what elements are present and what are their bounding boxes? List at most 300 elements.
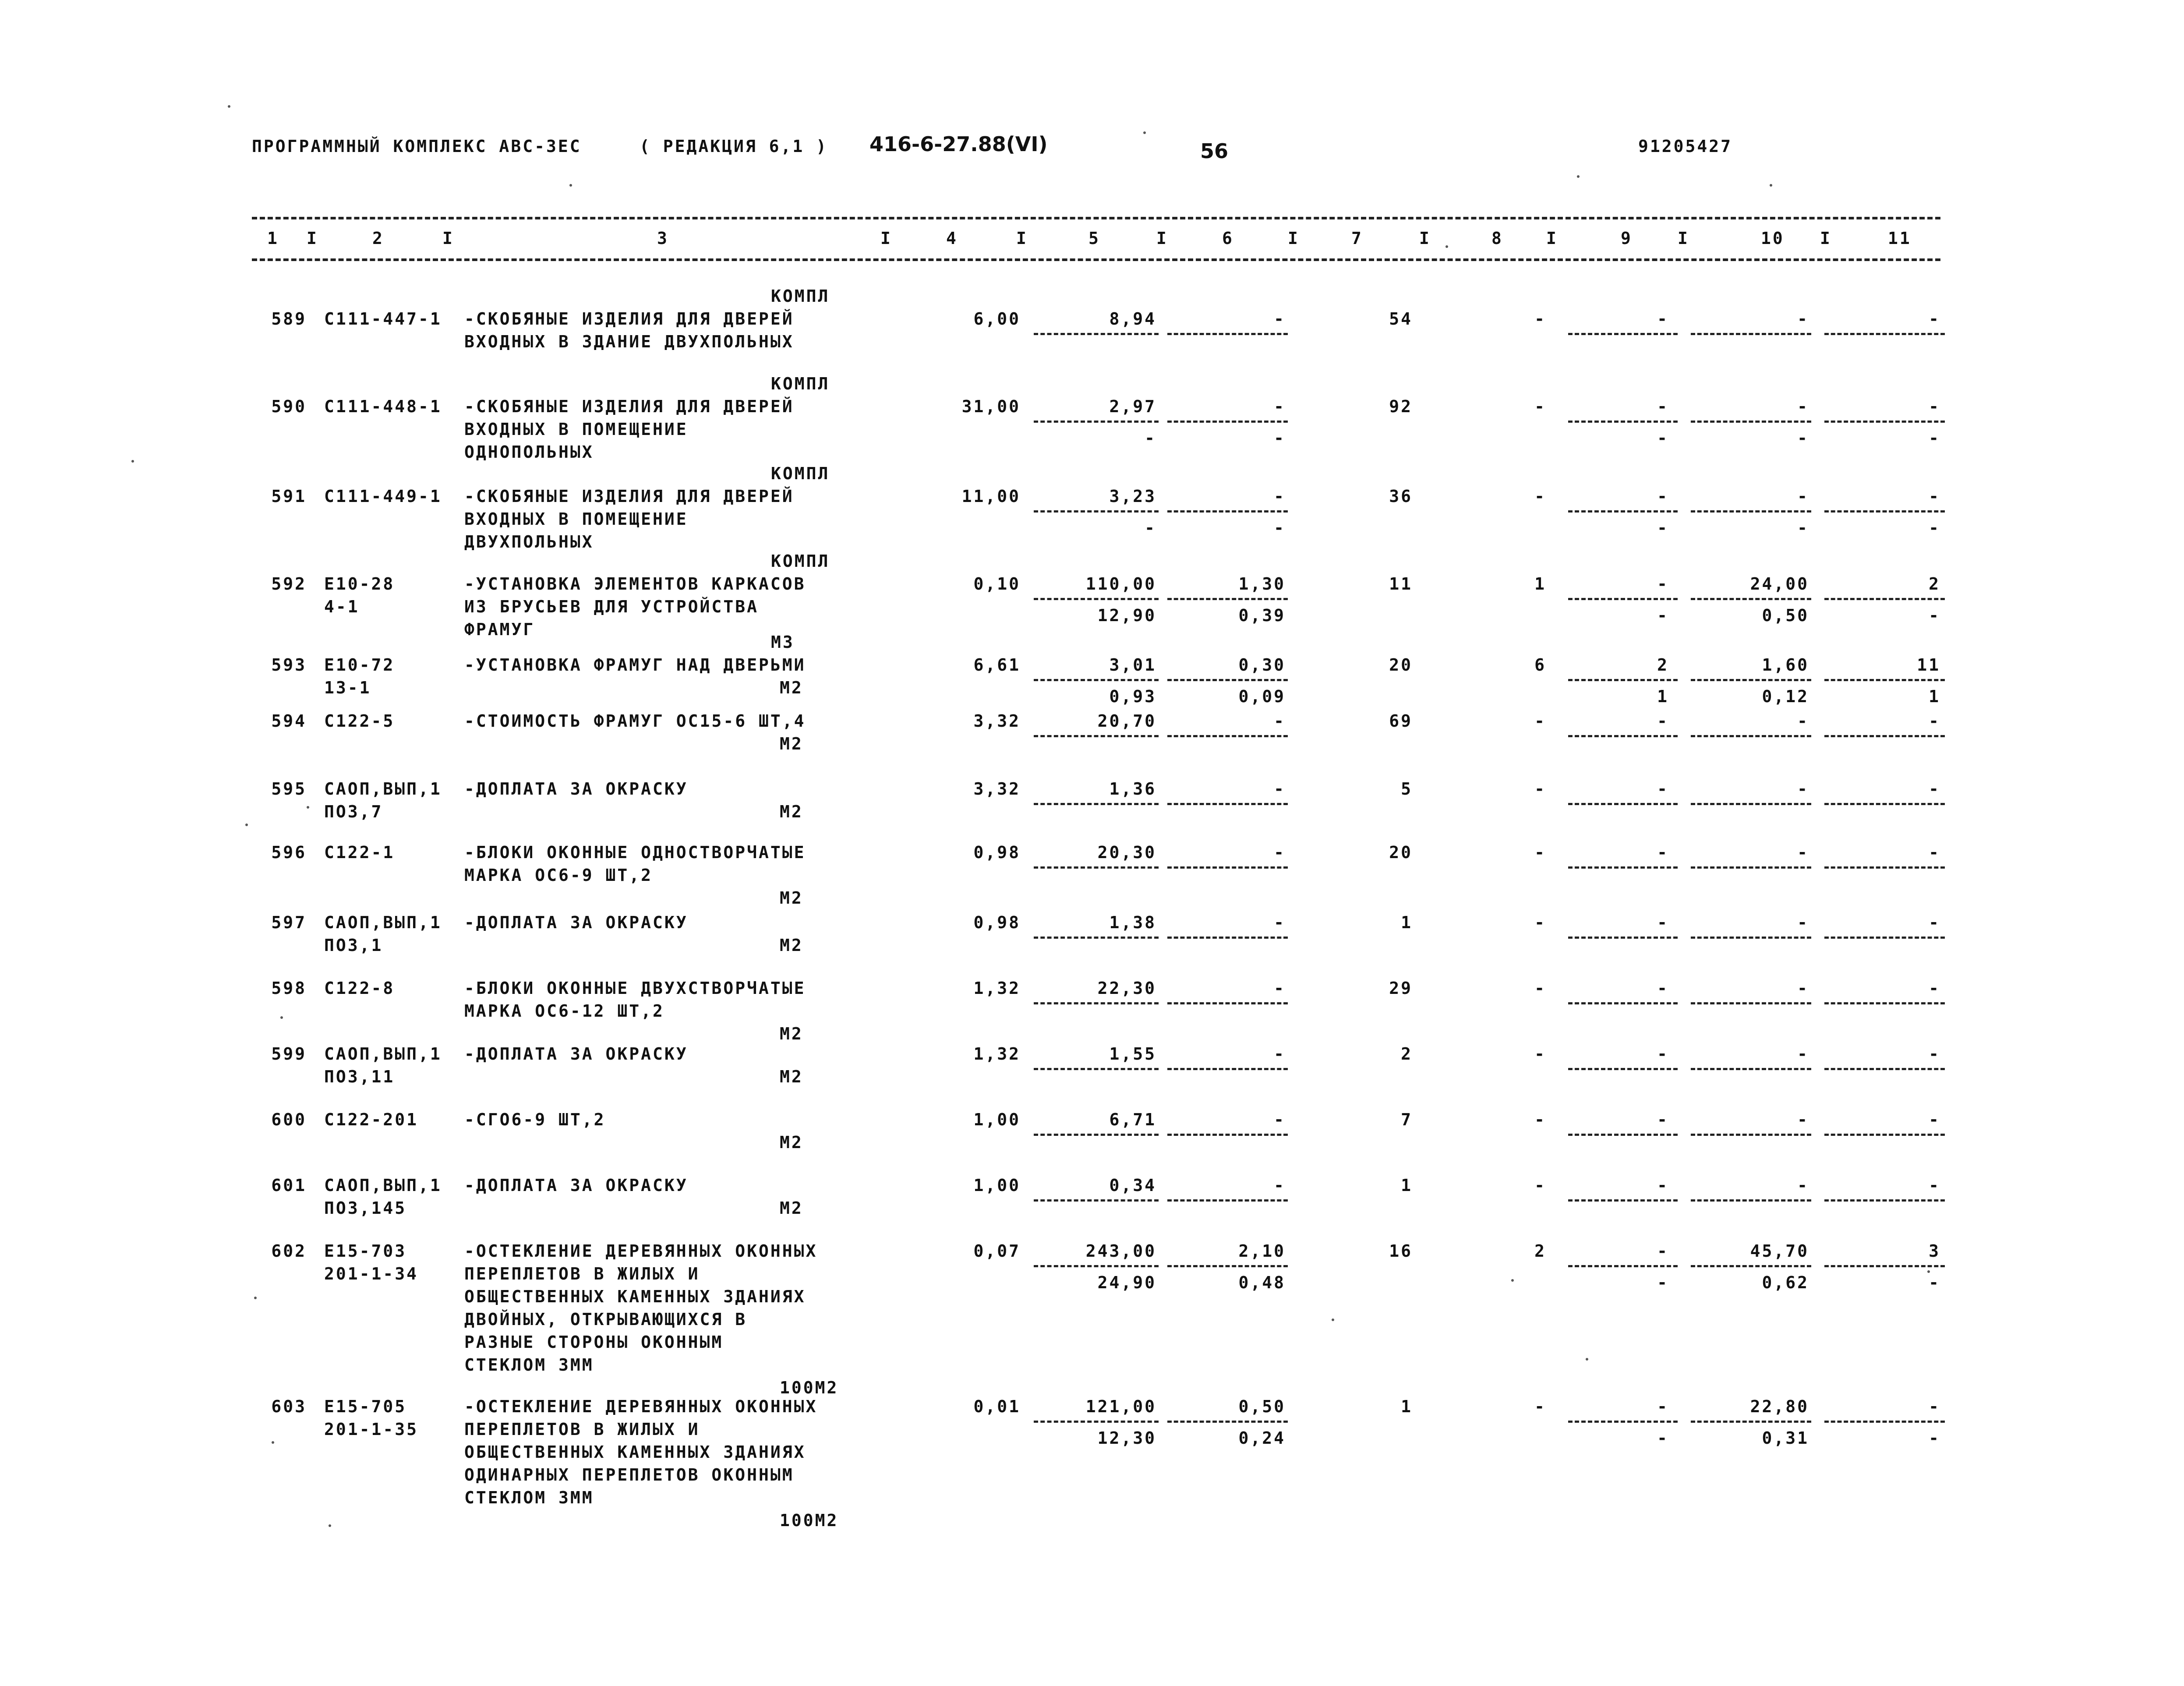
resource-code: С122-5 xyxy=(324,711,395,731)
col10-value: - xyxy=(1797,1044,1809,1064)
row-number: 597 xyxy=(271,913,307,932)
col6-value: - xyxy=(1274,1110,1286,1129)
subtotal-divider xyxy=(1824,1068,1945,1070)
col6-value: - xyxy=(1274,843,1286,862)
subtotal-divider xyxy=(1034,937,1159,939)
work-description: -ОСТЕКЛЕНИЕ ДЕРЕВЯННЫХ ОКОННЫХ xyxy=(464,1397,818,1416)
col10-value: 45,70 xyxy=(1750,1241,1809,1261)
work-description: -ДОПЛАТА ЗА ОКРАСКУ xyxy=(464,1176,688,1195)
subtotal-divider xyxy=(1824,803,1945,805)
row-number: 603 xyxy=(271,1397,307,1416)
handwritten-reference: 416-6-27.88(VI) xyxy=(869,132,1048,156)
resource-code: 4-1 xyxy=(324,597,360,616)
subtotal-divider xyxy=(1691,937,1811,939)
subtotal-divider xyxy=(1824,1134,1945,1136)
header-rule-bottom xyxy=(252,258,1940,261)
resource-code: САОП,ВЫП,1 xyxy=(324,1176,442,1195)
scan-speck xyxy=(1332,1318,1334,1321)
subtotal-divider xyxy=(1824,937,1945,939)
column-separator: I xyxy=(1156,229,1168,248)
col11-value: 2 xyxy=(1929,574,1940,594)
col6-value: - xyxy=(1274,979,1286,998)
col9-value: - xyxy=(1657,779,1669,799)
col11-value: - xyxy=(1929,1110,1940,1129)
resource-code: 201-1-35 xyxy=(324,1420,419,1439)
header-rule-top xyxy=(252,217,1940,219)
col6-value: - xyxy=(1274,913,1286,932)
unit-label: КОМПЛ xyxy=(771,374,830,393)
col9-value: - xyxy=(1657,1176,1669,1195)
work-description: ДВУХПОЛЬНЫХ xyxy=(464,532,594,551)
work-description: -БЛОКИ ОКОННЫЕ ОДНОСТВОРЧАТЫЕ xyxy=(464,843,806,862)
col6-value: 1,30 xyxy=(1238,574,1286,594)
col9-value: 2 xyxy=(1657,655,1669,675)
scan-speck xyxy=(1586,1358,1588,1361)
scan-speck xyxy=(131,460,134,463)
col9-value: - xyxy=(1657,1044,1669,1064)
subtotal-divider xyxy=(1568,510,1678,513)
col7-value: 1 xyxy=(1401,1397,1413,1416)
col8-value: - xyxy=(1534,1110,1546,1129)
col9-secondary-value: - xyxy=(1657,1428,1669,1448)
resource-code: САОП,ВЫП,1 xyxy=(324,913,442,932)
col10-value: - xyxy=(1797,397,1809,416)
resource-code: САОП,ВЫП,1 xyxy=(324,779,442,799)
subtotal-divider xyxy=(1167,803,1288,805)
scan-speck xyxy=(272,1441,274,1444)
resource-code: ПОЗ,145 xyxy=(324,1198,407,1218)
subtotal-divider xyxy=(1824,1265,1945,1267)
col9-secondary-value: - xyxy=(1657,428,1669,448)
work-description: ДВОЙНЫХ, ОТКРЫВАЮЩИХСЯ В xyxy=(464,1310,747,1329)
row-number: 602 xyxy=(271,1241,307,1261)
work-description: ВХОДНЫХ В ПОМЕЩЕНИЕ xyxy=(464,420,688,439)
unit-label: М2 xyxy=(780,1133,803,1152)
work-description: МАРКА ОС6-12 ШТ,2 xyxy=(464,1001,664,1021)
col8-value: - xyxy=(1534,397,1546,416)
col11-value: - xyxy=(1929,487,1940,506)
col8-value: - xyxy=(1534,309,1546,329)
quantity-value: 6,61 xyxy=(973,655,1021,675)
col5-secondary-value: 0,93 xyxy=(1109,687,1156,706)
resource-code: ПОЗ,1 xyxy=(324,936,383,955)
resource-code: САОП,ВЫП,1 xyxy=(324,1044,442,1064)
resource-code: ПОЗ,7 xyxy=(324,802,383,821)
col5-secondary-value: 12,90 xyxy=(1097,606,1156,625)
col5-secondary-value: 12,30 xyxy=(1097,1428,1156,1448)
col5-value: 8,94 xyxy=(1109,309,1156,329)
work-description: ПЕРЕПЛЕТОВ В ЖИЛЫХ И xyxy=(464,1264,700,1283)
subtotal-divider xyxy=(1568,866,1678,869)
work-description: РАЗНЫЕ СТОРОНЫ ОКОННЫМ xyxy=(464,1333,724,1352)
col11-secondary-value: 1 xyxy=(1929,687,1940,706)
subtotal-divider xyxy=(1691,1068,1811,1070)
quantity-value: 31,00 xyxy=(961,397,1021,416)
subtotal-divider xyxy=(1824,333,1945,335)
resource-code: Е10-72 xyxy=(324,655,395,675)
column-separator: I xyxy=(1546,229,1558,248)
subtotal-divider xyxy=(1824,679,1945,681)
quantity-value: 0,98 xyxy=(973,843,1021,862)
subtotal-divider xyxy=(1824,1421,1945,1423)
col11-value: - xyxy=(1929,1176,1940,1195)
scan-speck xyxy=(254,1297,257,1299)
unit-label: М2 xyxy=(780,888,803,908)
subtotal-divider xyxy=(1568,1199,1678,1202)
row-number: 589 xyxy=(271,309,307,329)
subtotal-divider xyxy=(1034,803,1159,805)
work-description: -ОСТЕКЛЕНИЕ ДЕРЕВЯННЫХ ОКОННЫХ xyxy=(464,1241,818,1261)
col7-value: 5 xyxy=(1401,779,1413,799)
subtotal-divider xyxy=(1167,679,1288,681)
col11-value: - xyxy=(1929,1397,1940,1416)
work-description: -СТОИМОСТЬ ФРАМУГ ОС15-6 ШТ,4 xyxy=(464,711,806,731)
subtotal-divider xyxy=(1034,598,1159,600)
subtotal-divider xyxy=(1568,1002,1678,1004)
row-number: 601 xyxy=(271,1176,307,1195)
subtotal-divider xyxy=(1034,510,1159,513)
column-separator: I xyxy=(880,229,892,248)
unit-label: 100М2 xyxy=(780,1511,839,1530)
subtotal-divider xyxy=(1824,735,1945,737)
col10-value: - xyxy=(1797,711,1809,731)
subtotal-divider xyxy=(1034,1421,1159,1423)
row-number: 599 xyxy=(271,1044,307,1064)
scan-speck xyxy=(307,806,309,809)
quantity-value: 0,98 xyxy=(973,913,1021,932)
subtotal-divider xyxy=(1167,421,1288,423)
work-description: -ДОПЛАТА ЗА ОКРАСКУ xyxy=(464,1044,688,1064)
resource-code: С122-8 xyxy=(324,979,395,998)
subtotal-divider xyxy=(1568,803,1678,805)
row-number: 595 xyxy=(271,779,307,799)
subtotal-divider xyxy=(1167,937,1288,939)
column-separator: I xyxy=(1419,229,1431,248)
subtotal-divider xyxy=(1691,598,1811,600)
subtotal-divider xyxy=(1691,1265,1811,1267)
col11-value: - xyxy=(1929,979,1940,998)
col11-value: - xyxy=(1929,1044,1940,1064)
subtotal-divider xyxy=(1167,1068,1288,1070)
col9-value: - xyxy=(1657,979,1669,998)
quantity-value: 1,00 xyxy=(973,1176,1021,1195)
subtotal-divider xyxy=(1691,421,1811,423)
col7-value: 20 xyxy=(1389,655,1413,675)
work-description: ВХОДНЫХ В ПОМЕЩЕНИЕ xyxy=(464,509,688,529)
col5-value: 20,30 xyxy=(1097,843,1156,862)
subtotal-divider xyxy=(1167,333,1288,335)
resource-code: Е10-28 xyxy=(324,574,395,594)
subtotal-divider xyxy=(1691,679,1811,681)
col6-secondary-value: - xyxy=(1274,518,1286,537)
work-description: -БЛОКИ ОКОННЫЕ ДВУХСТВОРЧАТЫЕ xyxy=(464,979,806,998)
subtotal-divider xyxy=(1167,866,1288,869)
col5-value: 121,00 xyxy=(1085,1397,1156,1416)
resource-code: Е15-705 xyxy=(324,1397,407,1416)
subtotal-divider xyxy=(1691,735,1811,737)
scan-speck xyxy=(228,105,230,108)
subtotal-divider xyxy=(1568,1265,1678,1267)
scan-speck xyxy=(1770,184,1772,187)
col11-value: - xyxy=(1929,779,1940,799)
subtotal-divider xyxy=(1034,1265,1159,1267)
col8-value: - xyxy=(1534,913,1546,932)
quantity-value: 1,32 xyxy=(973,979,1021,998)
work-description: -СГО6-9 ШТ,2 xyxy=(464,1110,606,1129)
column-number-7: 7 xyxy=(1351,229,1363,248)
col8-value: 1 xyxy=(1534,574,1546,594)
col5-value: 1,55 xyxy=(1109,1044,1156,1064)
subtotal-divider xyxy=(1034,735,1159,737)
scan-speck xyxy=(1577,175,1580,178)
column-number-8: 8 xyxy=(1491,229,1503,248)
row-number: 594 xyxy=(271,711,307,731)
col9-value: - xyxy=(1657,574,1669,594)
col6-secondary-value: 0,09 xyxy=(1238,687,1286,706)
col10-secondary-value: 0,12 xyxy=(1762,687,1809,706)
col11-value: - xyxy=(1929,711,1940,731)
subtotal-divider xyxy=(1824,1199,1945,1202)
col6-secondary-value: - xyxy=(1274,428,1286,448)
col9-secondary-value: - xyxy=(1657,1273,1669,1292)
work-description: ФРАМУГ xyxy=(464,620,535,639)
subtotal-divider xyxy=(1691,510,1811,513)
quantity-value: 3,32 xyxy=(973,779,1021,799)
col10-value: 1,60 xyxy=(1762,655,1809,675)
col7-value: 20 xyxy=(1389,843,1413,862)
subtotal-divider xyxy=(1034,1068,1159,1070)
work-description: -СКОБЯНЫЕ ИЗДЕЛИЯ ДЛЯ ДВЕРЕЙ xyxy=(464,487,794,506)
subtotal-divider xyxy=(1824,1002,1945,1004)
subtotal-divider xyxy=(1824,510,1945,513)
col5-value: 1,38 xyxy=(1109,913,1156,932)
subtotal-divider xyxy=(1691,1134,1811,1136)
col10-value: - xyxy=(1797,309,1809,329)
column-separator: I xyxy=(307,229,318,248)
col8-value: - xyxy=(1534,1044,1546,1064)
col9-value: - xyxy=(1657,913,1669,932)
col10-value: - xyxy=(1797,979,1809,998)
row-number: 598 xyxy=(271,979,307,998)
col6-value: - xyxy=(1274,1044,1286,1064)
work-description: СТЕКЛОМ 3ММ xyxy=(464,1355,594,1375)
col8-value: 2 xyxy=(1534,1241,1546,1261)
subtotal-divider xyxy=(1824,421,1945,423)
unit-label: М2 xyxy=(780,802,803,821)
col8-value: - xyxy=(1534,843,1546,862)
col9-value: - xyxy=(1657,843,1669,862)
subtotal-divider xyxy=(1824,866,1945,869)
subtotal-divider xyxy=(1691,803,1811,805)
col9-secondary-value: - xyxy=(1657,606,1669,625)
col9-value: - xyxy=(1657,1241,1669,1261)
col5-value: 3,01 xyxy=(1109,655,1156,675)
column-separator: I xyxy=(1820,229,1832,248)
unit-label: КОМПЛ xyxy=(771,551,830,571)
unit-label: КОМПЛ xyxy=(771,464,830,483)
resource-code: 13-1 xyxy=(324,678,371,697)
quantity-value: 0,10 xyxy=(973,574,1021,594)
resource-code: С111-447-1 xyxy=(324,309,442,329)
subtotal-divider xyxy=(1691,333,1811,335)
subtotal-divider xyxy=(1824,598,1945,600)
unit-label: М2 xyxy=(780,1067,803,1086)
subtotal-divider xyxy=(1034,1134,1159,1136)
col10-value: 24,00 xyxy=(1750,574,1809,594)
col6-secondary-value: 0,48 xyxy=(1238,1273,1286,1292)
subtotal-divider xyxy=(1167,598,1288,600)
resource-code: С111-448-1 xyxy=(324,397,442,416)
unit-label: М2 xyxy=(780,678,803,697)
scan-speck xyxy=(280,1016,283,1019)
work-description: ОБЩЕСТВЕННЫХ КАМЕННЫХ ЗДАНИЯХ xyxy=(464,1442,806,1462)
col11-value: 3 xyxy=(1929,1241,1940,1261)
column-separator: I xyxy=(1288,229,1300,248)
subtotal-divider xyxy=(1167,1265,1288,1267)
col10-value: - xyxy=(1797,913,1809,932)
subtotal-divider xyxy=(1034,1199,1159,1202)
col6-value: - xyxy=(1274,779,1286,799)
scan-speck xyxy=(1511,1279,1514,1282)
col9-secondary-value: 1 xyxy=(1657,687,1669,706)
col9-value: - xyxy=(1657,397,1669,416)
work-description: МАРКА ОС6-9 ШТ,2 xyxy=(464,866,653,885)
col11-value: 11 xyxy=(1917,655,1940,675)
work-description: -СКОБЯНЫЕ ИЗДЕЛИЯ ДЛЯ ДВЕРЕЙ xyxy=(464,397,794,416)
program-title: ПРОГРАММНЫЙ КОМПЛЕКС АВС-ЗЕС xyxy=(252,137,582,156)
quantity-value: 0,07 xyxy=(973,1241,1021,1261)
col5-value: 2,97 xyxy=(1109,397,1156,416)
quantity-value: 11,00 xyxy=(961,487,1021,506)
subtotal-divider xyxy=(1568,679,1678,681)
work-description: -УСТАНОВКА ФРАМУГ НАД ДВЕРЬМИ xyxy=(464,655,806,675)
scan-speck xyxy=(569,184,572,187)
col11-secondary-value: - xyxy=(1929,428,1940,448)
col6-value: - xyxy=(1274,711,1286,731)
col5-value: 110,00 xyxy=(1085,574,1156,594)
work-description: ОБЩЕСТВЕННЫХ КАМЕННЫХ ЗДАНИЯХ xyxy=(464,1287,806,1306)
col6-value: - xyxy=(1274,309,1286,329)
col5-value: 6,71 xyxy=(1109,1110,1156,1129)
subtotal-divider xyxy=(1691,866,1811,869)
col7-value: 54 xyxy=(1389,309,1413,329)
col10-secondary-value: 0,31 xyxy=(1762,1428,1809,1448)
row-number: 600 xyxy=(271,1110,307,1129)
subtotal-divider xyxy=(1568,1421,1678,1423)
col9-value: - xyxy=(1657,309,1669,329)
col11-secondary-value: - xyxy=(1929,1273,1940,1292)
subtotal-divider xyxy=(1167,1421,1288,1423)
col9-value: - xyxy=(1657,1110,1669,1129)
col10-secondary-value: 0,50 xyxy=(1762,606,1809,625)
subtotal-divider xyxy=(1568,598,1678,600)
col5-secondary-value: - xyxy=(1145,428,1156,448)
col6-value: - xyxy=(1274,397,1286,416)
col10-secondary-value: - xyxy=(1797,428,1809,448)
quantity-value: 0,01 xyxy=(973,1397,1021,1416)
col9-value: - xyxy=(1657,1397,1669,1416)
scan-speck xyxy=(329,1524,331,1527)
column-number-9: 9 xyxy=(1621,229,1633,248)
col7-value: 7 xyxy=(1401,1110,1413,1129)
col6-value: - xyxy=(1274,1176,1286,1195)
row-number: 590 xyxy=(271,397,307,416)
col10-secondary-value: 0,62 xyxy=(1762,1273,1809,1292)
col6-value: - xyxy=(1274,487,1286,506)
scan-speck xyxy=(1927,1270,1930,1273)
column-number-2: 2 xyxy=(372,229,384,248)
col7-value: 2 xyxy=(1401,1044,1413,1064)
subtotal-divider xyxy=(1691,1421,1811,1423)
col7-value: 36 xyxy=(1389,487,1413,506)
row-number: 592 xyxy=(271,574,307,594)
col5-value: 1,36 xyxy=(1109,779,1156,799)
col8-value: - xyxy=(1534,979,1546,998)
unit-label: М2 xyxy=(780,1024,803,1043)
subtotal-divider xyxy=(1568,937,1678,939)
col5-value: 0,34 xyxy=(1109,1176,1156,1195)
scan-speck xyxy=(245,824,248,826)
edition-label: ( РЕДАКЦИЯ 6,1 ) xyxy=(640,137,828,156)
column-number-1: 1 xyxy=(267,229,279,248)
resource-code: С111-449-1 xyxy=(324,487,442,506)
unit-label: М3 xyxy=(771,633,795,652)
subtotal-divider xyxy=(1167,1002,1288,1004)
work-description: -ДОПЛАТА ЗА ОКРАСКУ xyxy=(464,913,688,932)
subtotal-divider xyxy=(1034,1002,1159,1004)
col10-value: - xyxy=(1797,487,1809,506)
page-number: 56 xyxy=(1200,139,1229,163)
quantity-value: 6,00 xyxy=(973,309,1021,329)
col10-value: - xyxy=(1797,1176,1809,1195)
column-separator: I xyxy=(1016,229,1028,248)
subtotal-divider xyxy=(1167,735,1288,737)
unit-label: М2 xyxy=(780,1198,803,1218)
col11-secondary-value: - xyxy=(1929,606,1940,625)
work-description: -ДОПЛАТА ЗА ОКРАСКУ xyxy=(464,779,688,799)
resource-code: ПОЗ,11 xyxy=(324,1067,395,1086)
row-number: 591 xyxy=(271,487,307,506)
col10-value: - xyxy=(1797,1110,1809,1129)
work-description: ОДИНАРНЫХ ПЕРЕПЛЕТОВ ОКОННЫМ xyxy=(464,1465,794,1485)
scan-speck xyxy=(1445,245,1448,248)
work-description: ПЕРЕПЛЕТОВ В ЖИЛЫХ И xyxy=(464,1420,700,1439)
col10-value: - xyxy=(1797,843,1809,862)
subtotal-divider xyxy=(1034,421,1159,423)
subtotal-divider xyxy=(1691,1199,1811,1202)
resource-code: 201-1-34 xyxy=(324,1264,419,1283)
col11-secondary-value: - xyxy=(1929,1428,1940,1448)
subtotal-divider xyxy=(1167,1199,1288,1202)
col8-value: - xyxy=(1534,779,1546,799)
col6-value: 0,50 xyxy=(1238,1397,1286,1416)
column-separator: I xyxy=(442,229,454,248)
work-description: ИЗ БРУСЬЕВ ДЛЯ УСТРОЙСТВА xyxy=(464,597,759,616)
col11-value: - xyxy=(1929,397,1940,416)
resource-code: С122-1 xyxy=(324,843,395,862)
document-code: 91205427 xyxy=(1638,137,1733,156)
unit-label: КОМПЛ xyxy=(771,286,830,306)
col7-value: 1 xyxy=(1401,913,1413,932)
col5-value: 3,23 xyxy=(1109,487,1156,506)
col6-secondary-value: 0,24 xyxy=(1238,1428,1286,1448)
work-description: -УСТАНОВКА ЭЛЕМЕНТОВ КАРКАСОВ xyxy=(464,574,806,594)
column-number-6: 6 xyxy=(1222,229,1234,248)
col5-secondary-value: - xyxy=(1145,518,1156,537)
col10-value: 22,80 xyxy=(1750,1397,1809,1416)
col6-value: 0,30 xyxy=(1238,655,1286,675)
col10-secondary-value: - xyxy=(1797,518,1809,537)
